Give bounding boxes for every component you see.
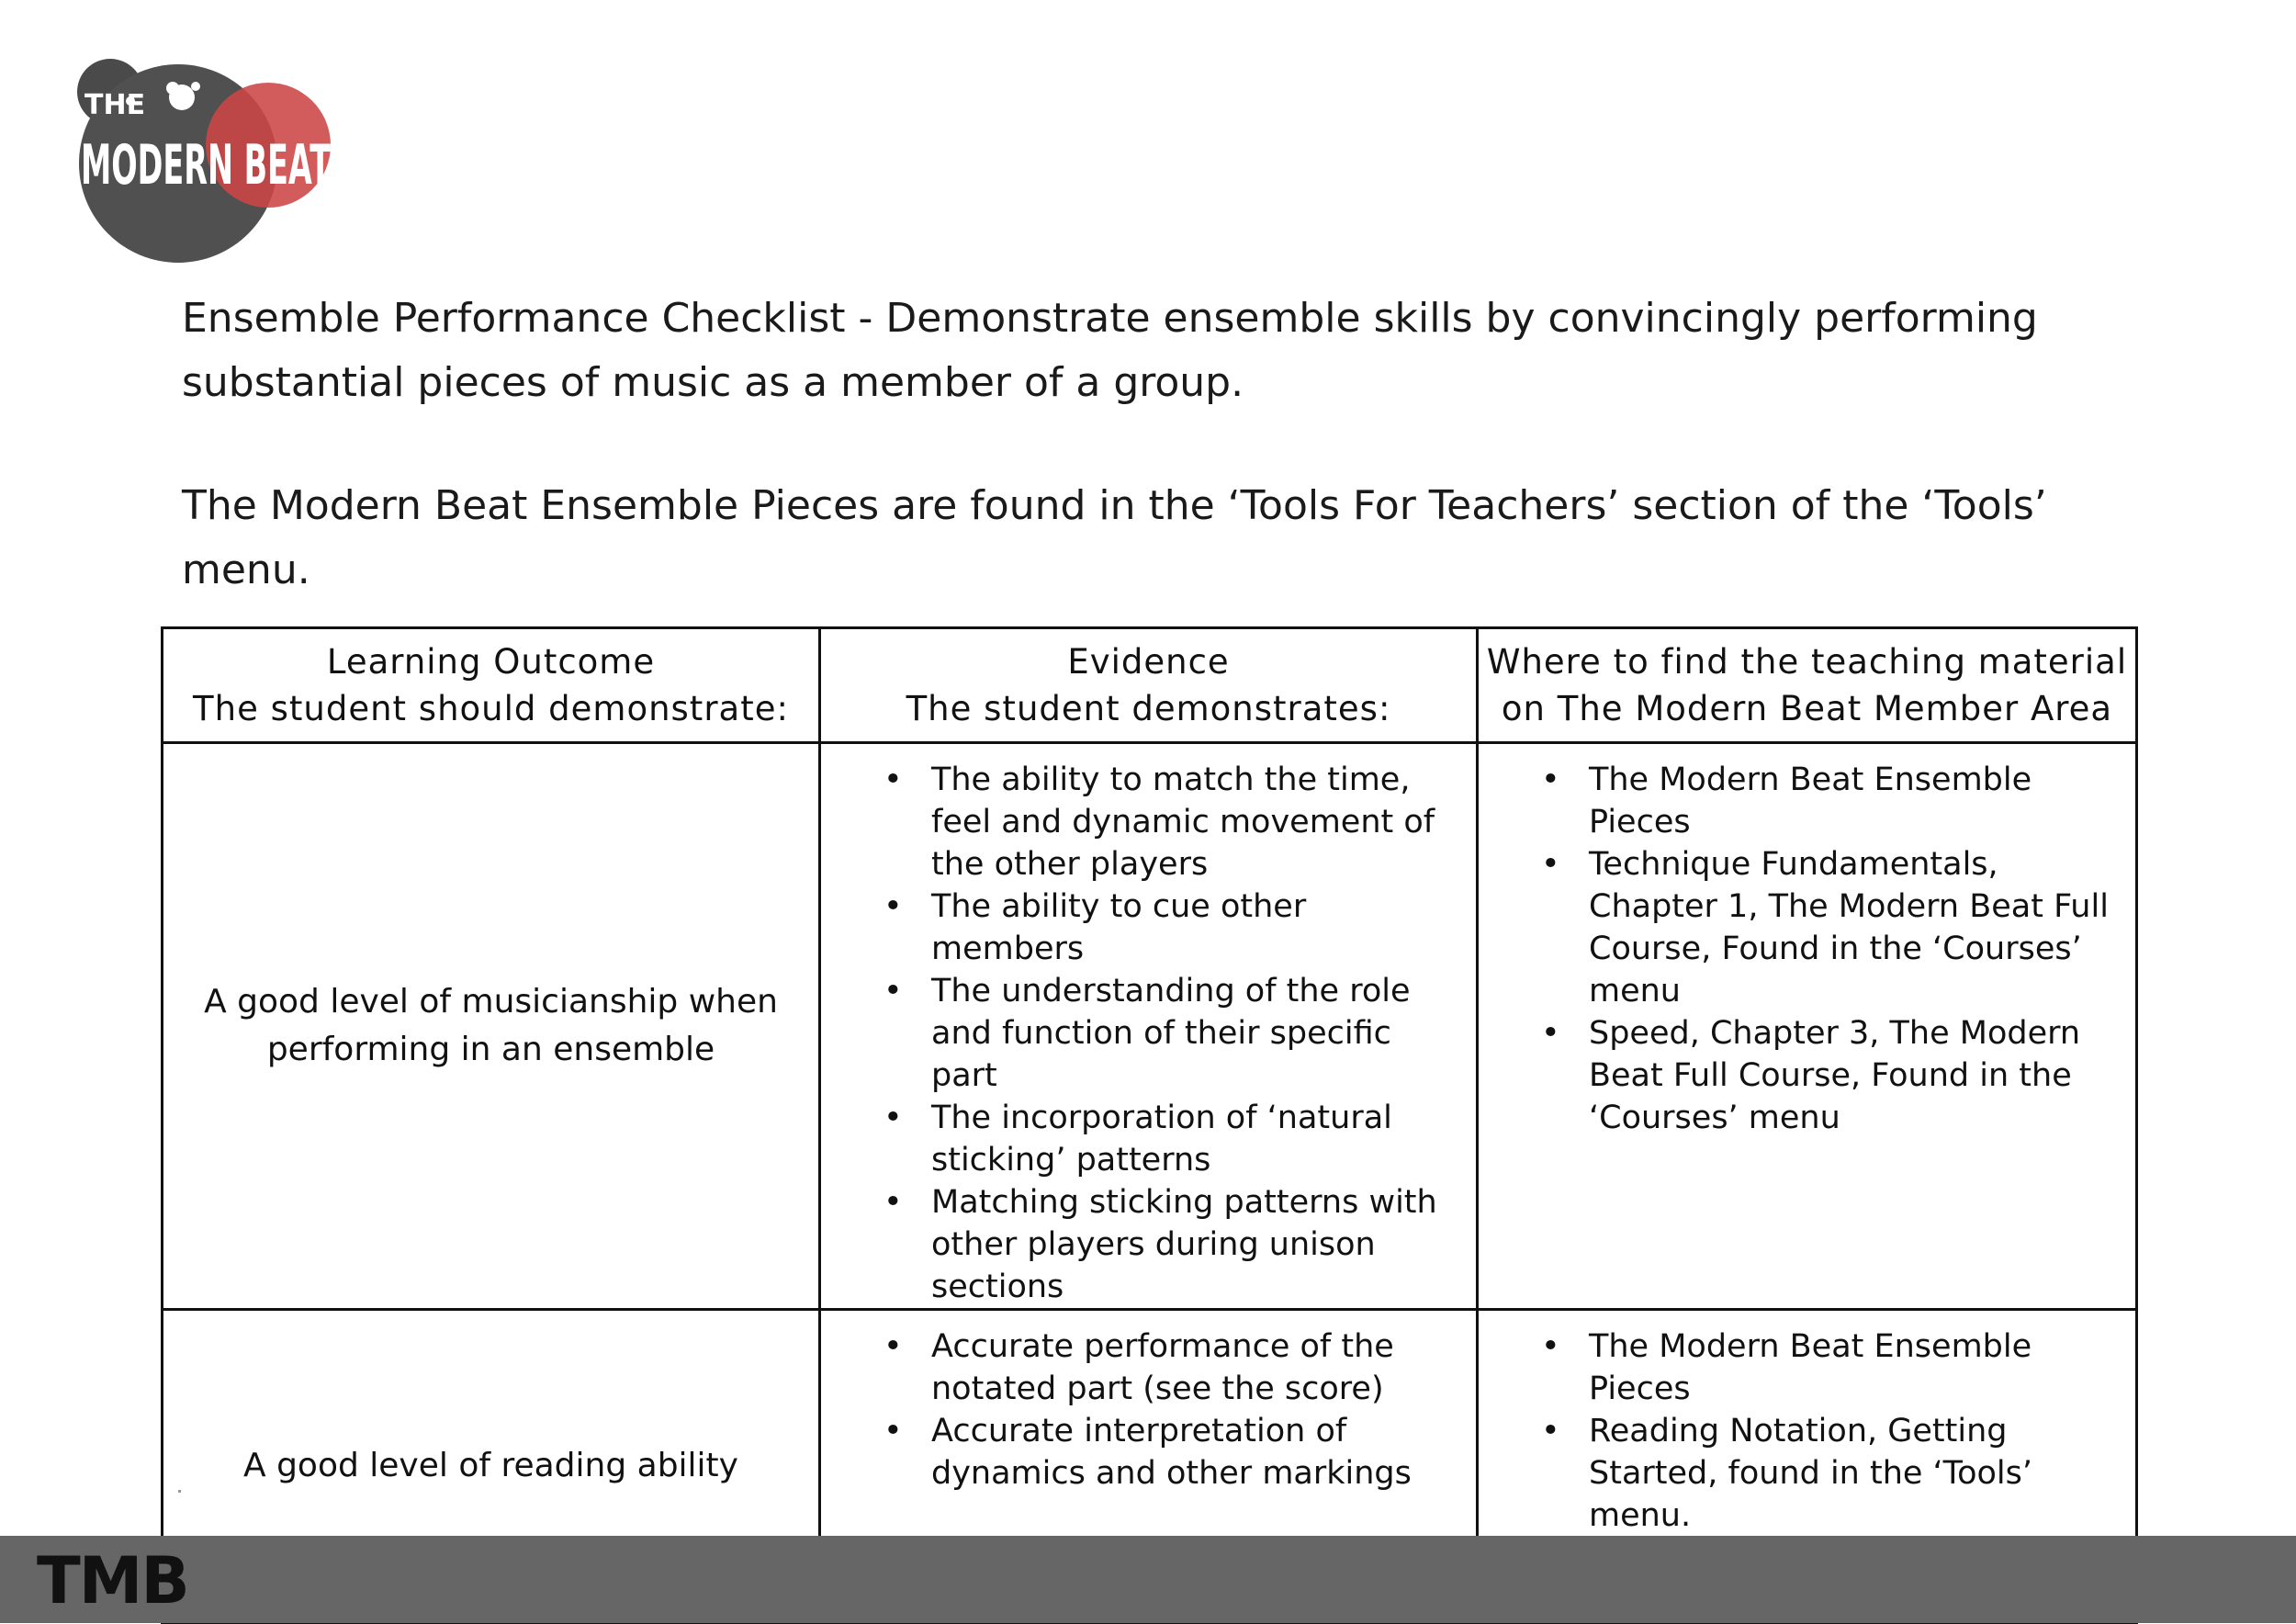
list-item: • Accurate performance of the notated part (see the score) [931,1325,1467,1410]
decorative-dot [178,1490,181,1493]
evidence-cell [820,743,1478,1310]
table-row [163,743,2137,1310]
evidence-list [821,759,1467,1308]
list-item: • The Modern Beat Ensemble Pieces [1589,1325,2126,1410]
header-where-to-find-line1: Where to find the teaching material [1486,642,2128,682]
modern-beat-logo [72,53,347,265]
header-learning-outcome-line2: The student should demonstrate: [193,689,789,728]
outcome-cell: A good level of reading ability [163,1310,820,1623]
header-evidence [820,628,1478,743]
list-item: • Reading Notation, Getting Started, found in the ‘Tools’ menu. [1589,1410,2126,1537]
list-item: • Matching sticking patterns with other players during unison sections [931,1181,1467,1308]
materials-list [1479,759,2126,1139]
list-item: • Accurate interpretation of dynamics and other markings [931,1410,1467,1494]
checklist-title: Ensemble Performance Checklist - Demonstrate ensemble skills by convincingly performing substantial pieces of music as a member of a group. [182,295,2038,406]
list-item: • The ability to cue other members [931,885,1467,970]
list-item: • The Modern Beat Ensemble Pieces [1589,759,2126,843]
list-item: • The ability to match the time, feel and dynamic movement of the other players [931,759,1467,885]
logo-text-the: THE [84,89,146,121]
ensemble-pieces-note: The Modern Beat Ensemble Pieces are found in the ‘Tools For Teachers’ section of the ‘Tools’ menu. [182,482,2047,593]
evidence-list [821,1325,1467,1494]
materials-cell [1478,743,2137,1310]
header-evidence-line1: Evidence [1067,642,1230,682]
header-evidence-line2: The student demonstrates: [906,689,1391,728]
checklist-table [161,626,2138,1624]
footer-logo-mark: TMB [37,1543,188,1618]
header-learning-outcome-line1: Learning Outcome [326,642,656,682]
table-header-row [163,628,2137,743]
header-where-to-find [1478,628,2137,743]
intro-section [182,287,2184,603]
outcome-cell: A good level of musicianship when performing in an ensemble [163,743,820,1310]
list-item: • The understanding of the role and function of their specific part [931,970,1467,1097]
logo-text-main: MODERN BEAT [81,133,332,197]
list-item: • The incorporation of ‘natural sticking’ patterns [931,1097,1467,1181]
header-where-to-find-line2: on The Modern Beat Member Area [1501,689,2113,728]
list-item: • Speed, Chapter 3, The Modern Beat Full Course, Found in the ‘Courses’ menu [1589,1012,2126,1139]
header-learning-outcome [163,628,820,743]
footer-bar [0,1536,2296,1623]
list-item: • Technique Fundamentals, Chapter 1, The Modern Beat Full Course, Found in the ‘Courses’ menu [1589,843,2126,1012]
